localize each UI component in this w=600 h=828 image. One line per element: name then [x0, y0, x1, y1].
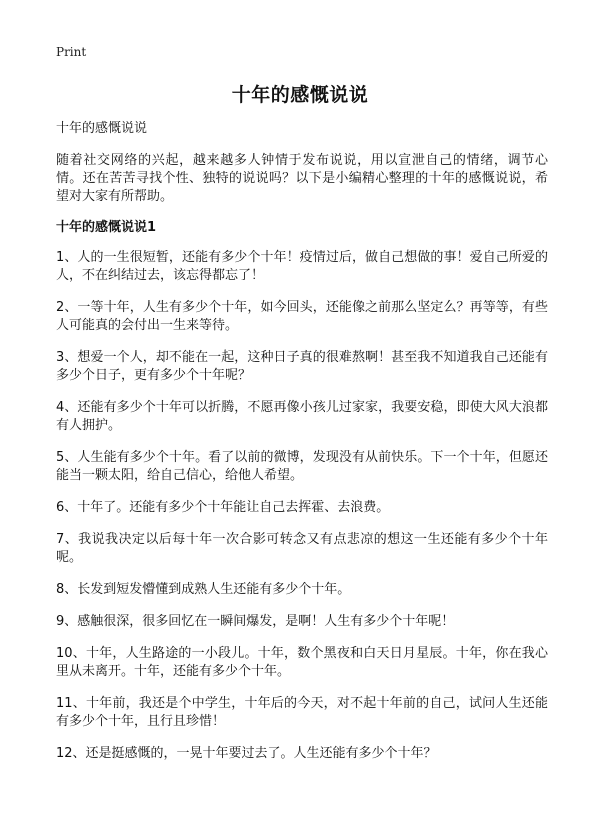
list-item: 2、一等十年，人生有多少个十年，如今回头，还能像之前那么坚定么？再等等，有些人可能真的会付出一生来等待。 — [56, 300, 548, 333]
list-item: 11、十年前，我还是个中学生，十年后的今天，对不起十年前的自己，试问人生还能有多少个十年，且行且珍惜！ — [56, 696, 548, 729]
article-body — [56, 120, 548, 777]
print-label: Print — [56, 45, 87, 59]
list-item: 7、我说我决定以后每十年一次合影可转念又有点悲凉的想这一生还能有多少个十年呢。 — [56, 532, 548, 565]
list-item: 5、人生能有多少个十年。看了以前的微博，发现没有从前快乐。下一个十年，但愿还能当一颗太阳，给自己信心，给他人希望。 — [56, 450, 548, 483]
list-item: 6、十年了。还能有多少个十年能让自己去挥霍、去浪费。 — [56, 500, 390, 515]
list-item: 12、还是挺感慨的，一晃十年要过去了。人生还能有多少个十年？ — [56, 746, 437, 761]
page-title: 十年的感慨说说 — [231, 84, 369, 106]
list-item: 3、想爱一个人，却不能在一起，这种日子真的很难熬啊！甚至我不知道我自己还能有多少个日子，更有多少个十年呢？ — [56, 350, 548, 383]
list-item: 9、感触很深，很多回忆在一瞬间爆发，是啊！人生有多少个十年呢！ — [56, 614, 455, 629]
intro-paragraph: 随着社交网络的兴起，越来越多人钟情于发布说说，用以宣泄自己的情绪，调节心情。还在苦苦寻找个性、独特的说说吗？以下是小编精心整理的十年的感慨说说，希望对大家有所帮助。 — [56, 153, 548, 204]
list-item: 10、十年，人生路途的一小段儿。十年，数个黑夜和白天日月星辰。十年，你在我心里从未离开。十年，还能有多少个十年。 — [56, 646, 548, 679]
list-item: 8、长发到短发懵懂到成熟人生还能有多少个十年。 — [56, 582, 351, 597]
list-item: 4、还能有多少个十年可以折腾，不愿再像小孩儿过家家，我要安稳，即使大风大浪都有人拥护。 — [56, 400, 548, 433]
article-subtitle: 十年的感慨说说 — [56, 121, 148, 136]
list-item: 1、人的一生很短暂，还能有多少个十年！疫情过后，做自己想做的事！爱自己所爱的人，不在纠结过去，该忘得都忘了！ — [56, 250, 548, 283]
section-heading: 十年的感慨说说1 — [56, 220, 157, 235]
